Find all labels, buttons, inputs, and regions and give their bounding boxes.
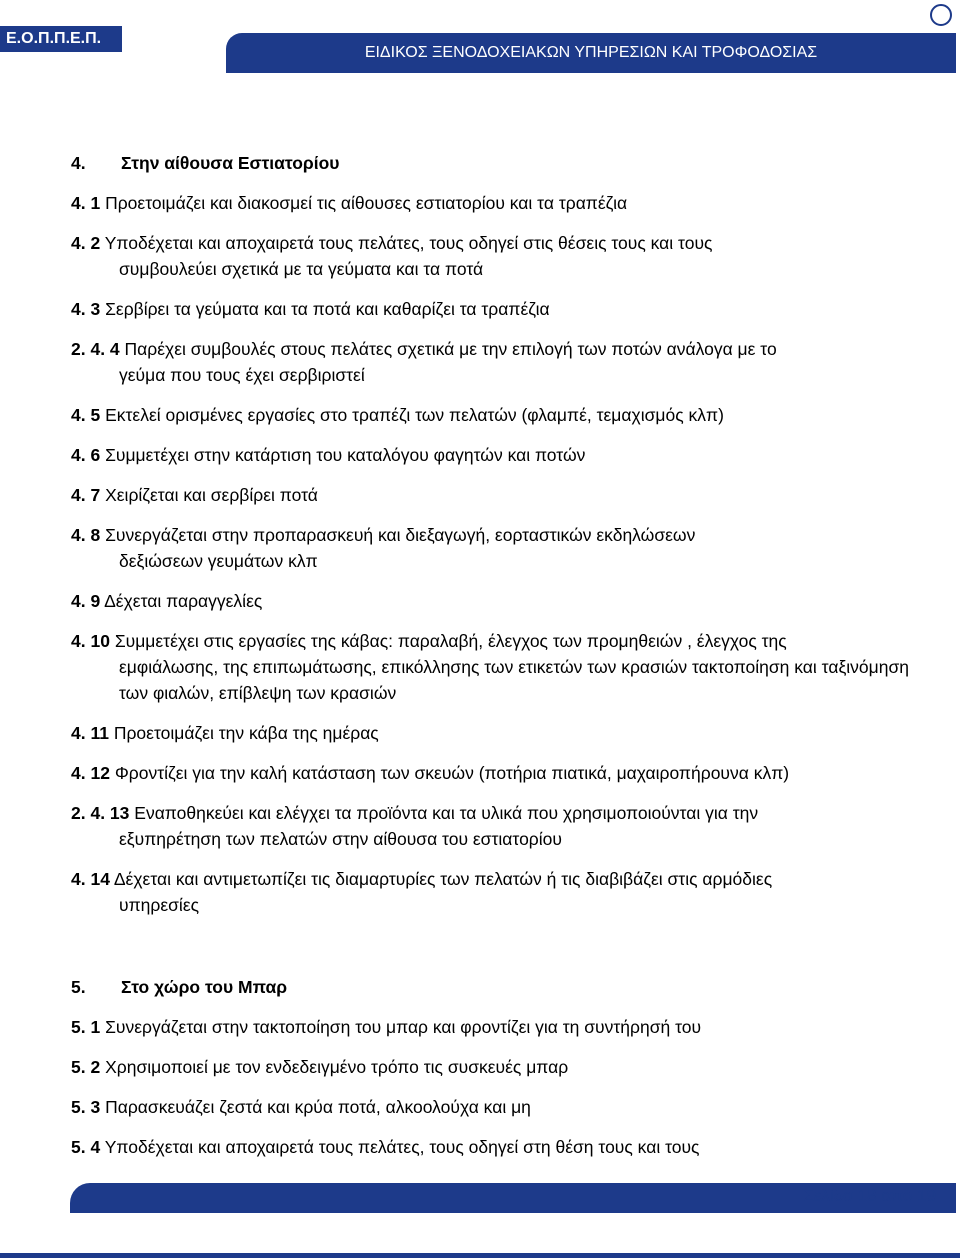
list-item <box>71 336 921 388</box>
section-title: Στην αίθουσα Εστιατορίου <box>121 153 340 173</box>
item-text: Παρασκευάζει ζεστά και κρύα ποτά, αλκοολούχα και μη <box>105 1097 531 1117</box>
item-text: Εναποθηκεύει και ελέγχει τα προϊόντα και τα υλικά που χρησιμοποιούνται για την <box>134 803 759 823</box>
list-item <box>71 628 921 706</box>
item-continuation: υπηρεσίες <box>119 895 200 915</box>
item-number: 4. 6 <box>71 445 101 465</box>
list-item <box>71 402 921 428</box>
list-item <box>71 866 921 918</box>
item-continuation: εξυπηρέτηση των πελατών στην αίθουσα του εστιατορίου <box>119 829 562 849</box>
item-text: Συνεργάζεται στην προπαρασκευή και διεξαγωγή, εορταστικών εκδηλώσεων <box>105 525 696 545</box>
item-number: 4. 9 <box>71 591 101 611</box>
item-text: Σερβίρει τα γεύματα και τα ποτά και καθαρίζει τα τραπέζια <box>105 299 550 319</box>
list-item <box>71 1134 921 1160</box>
item-number: 4. 8 <box>71 525 101 545</box>
list-item <box>71 296 921 322</box>
item-number: 5. 3 <box>71 1097 101 1117</box>
item-text: Φροντίζει για την καλή κατάσταση των σκευών (ποτήρια πιατικά, μαχαιροπήρουνα κλπ) <box>114 763 790 783</box>
item-number: 4. 5 <box>71 405 101 425</box>
item-text: Υποδέχεται και αποχαιρετά τους πελάτες, τους οδηγεί στη θέση τους και τους <box>104 1137 700 1157</box>
item-text: Προετοιμάζει και διακοσμεί τις αίθουσες εστιατορίου και τα τραπέζια <box>105 193 628 213</box>
item-number: 4. 11 <box>71 723 109 743</box>
corner-circle-icon <box>930 4 952 26</box>
item-number: 4. 2 <box>71 233 101 253</box>
org-label: Ε.Ο.Π.Π.Ε.Π. <box>0 26 122 52</box>
item-continuation: δεξιώσεων γευμάτων κλπ <box>119 551 318 571</box>
section-heading <box>71 974 921 1000</box>
list-item <box>71 442 921 468</box>
document-title: ΕΙΔΙΚΟΣ ΞΕΝΟΔΟΧΕΙΑΚΩΝ ΥΠΗΡΕΣΙΩΝ ΚΑΙ ΤΡΟΦΟΔΟΣΙΑΣ <box>226 33 956 73</box>
item-text: Εκτελεί ορισμένες εργασίες στο τραπέζι των πελατών (φλαμπέ, τεμαχισμός κλπ) <box>105 405 724 425</box>
list-item <box>71 760 921 786</box>
item-number: 5. 2 <box>71 1057 101 1077</box>
item-number: 4. 10 <box>71 631 110 651</box>
list-item <box>71 588 921 614</box>
section-items <box>71 190 921 918</box>
list-item <box>71 720 921 746</box>
item-number: 4. 14 <box>71 869 110 889</box>
item-text: Χειρίζεται και σερβίρει ποτά <box>105 485 318 505</box>
list-item <box>71 230 921 282</box>
section-heading <box>71 150 921 176</box>
list-item <box>71 1014 921 1040</box>
section-number: 4. <box>71 153 86 173</box>
item-number: 4. 12 <box>71 763 110 783</box>
item-continuation: εμφιάλωσης, της επιπωμάτωσης, επικόλλησης των ετικετών των κρασιών τακτοποίηση και ταξινόμηση των φιαλών, επίβλεψη των κρασιών <box>119 657 910 703</box>
item-number: 4. 7 <box>71 485 101 505</box>
item-continuation: συμβουλεύει σχετικά με τα γεύματα και τα ποτά <box>119 259 484 279</box>
list-item <box>71 1094 921 1120</box>
item-text: Υποδέχεται και αποχαιρετά τους πελάτες, τους οδηγεί στις θέσεις τους και τους <box>104 233 713 253</box>
item-text: Συμμετέχει στις εργασίες της κάβας: παραλαβή, έλεγχος των προμηθειών , έλεγχος της <box>114 631 787 651</box>
section-number: 5. <box>71 977 86 997</box>
list-item <box>71 482 921 508</box>
item-text: Προετοιμάζει την κάβα της ημέρας <box>113 723 379 743</box>
list-item <box>71 1054 921 1080</box>
item-number: 5. 1 <box>71 1017 101 1037</box>
item-text: Συμμετέχει στην κατάρτιση του καταλόγου φαγητών και ποτών <box>105 445 586 465</box>
item-text: Συνεργάζεται στην τακτοποίηση του μπαρ και φροντίζει για τη συντήρησή του <box>105 1017 702 1037</box>
document-body <box>71 150 921 1174</box>
item-text: Δέχεται και αντιμετωπίζει τις διαμαρτυρίες των πελατών ή τις διαβιβάζει στις αρμόδιες <box>113 869 773 889</box>
item-text: Παρέχει συμβουλές στους πελάτες σχετικά με την επιλογή των ποτών ανάλογα με το <box>124 339 777 359</box>
item-number: 2. 4. 13 <box>71 803 130 823</box>
item-number: 4. 1 <box>71 193 101 213</box>
item-number: 5. 4 <box>71 1137 101 1157</box>
item-text: Δέχεται παραγγελίες <box>104 591 263 611</box>
page-number: Σελίδα 18 από 19 <box>803 1186 936 1205</box>
item-continuation: γεύμα που τους έχει σερβιριστεί <box>119 365 365 385</box>
item-number: 2. 4. 4 <box>71 339 120 359</box>
page-border <box>0 1253 960 1258</box>
item-text: Χρησιμοποιεί με τον ενδεδειγμένο τρόπο τις συσκευές μπαρ <box>105 1057 569 1077</box>
section-title: Στο χώρο του Μπαρ <box>121 977 288 997</box>
list-item <box>71 800 921 852</box>
list-item <box>71 190 921 216</box>
section-items <box>71 1014 921 1160</box>
list-item <box>71 522 921 574</box>
item-number: 4. 3 <box>71 299 101 319</box>
